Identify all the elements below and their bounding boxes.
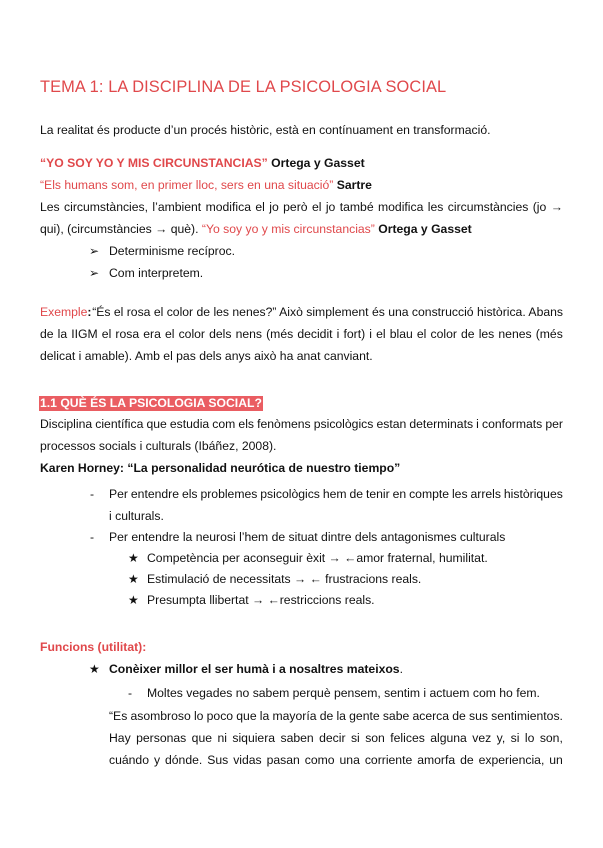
- dash-bullet: -: [90, 487, 95, 501]
- example-line-3: delicat i amable). Amb el pas dels anys això ha anat canviant.: [40, 349, 373, 363]
- funcions-heading: Funcions (utilitat):: [40, 640, 147, 654]
- definition-line-2: processos socials i culturals (Ibáñez, 2008).: [40, 439, 277, 453]
- star-icon: ★: [89, 662, 100, 676]
- star-icon: ★: [128, 551, 139, 565]
- star-icon: ★: [128, 572, 139, 586]
- example-line-2: de la IIGM el rosa era el color dels nens (més decidit i fort) i el blau el color de les nenes (més: [40, 327, 563, 341]
- document-page: TEMA 1: LA DISCIPLINA DE LA PSICOLOGIA SOCIAL La realitat és producte d’un procés històric, està en contínuament en transformació. “YO SOY YO Y MIS CIRCUNSTANCIAS” Ortega y Gasset “Els humans som, en primer lloc, sers en una situació” Sartre Les circumstàncies, l’ambient modifica el jo però el jo també modifica les circumstàncies (jo → qui), (circumstàncies → què). “Yo soy yo y mis circunstancias” Ortega y Gasset ➢ Determinisme recíproc. ➢ Com interpretem. Exemple: “És el rosa el color de les nenes?” Això simplement és una construcció històrica. Abans de la IIGM el rosa era el color dels nens (més decidit i fort) i el blau el color de les nenes (més delicat i amable). Amb el pas dels anys això ha anat canviant. 1.1 QUÈ ÉS LA PSICOLOGIA SOCIAL? Disciplina científica que estudia com els fenòmens psicològics estan determinats i conformats per processos socials i culturals (Ibáñez, 2008). Karen Horney: “La personalidad neurótica de nuestro tiempo” - Per entendre els problemes psicològics hem de tenir en compte les arrels històriques i culturals. - Per entendre la neurosi l’hem de situat dintre dels antagonismes culturals ★ Competència per aconseguir èxit → ←amor fraternal, humilitat. ★ Estimulació de necessitats → ← frustracions reals. ★ Presumpta llibertat → ←restriccions reals. Funcions (utilitat): ★ Conèixer millor el ser humà i a nosaltres mateixos. - Moltes vegades no sabem perquè pensem, sentim i actuem com ho fem. “Es asombroso lo poco que la mayoría de la gente sabe acerca de sus sentimientos. Hay personas que ni siquiera saben decir si son felices alguna vez y, si lo son, cuándo y dónde. Sus vidas pasan como una corriente amorfa de experiencia, un: [40, 78, 563, 767]
- intro-text: La realitat és producte d’un procés històric, està en contínuament en transformació.: [40, 123, 491, 137]
- dash-bullet: -: [90, 530, 95, 544]
- circumstances-line-1: Les circumstàncies, l’ambient modifica el jo però el jo també modifica les circumstàncies (jo →: [40, 200, 563, 214]
- quote-line-2: Hay personas que ni siquiera saben decir si son felices alguna vez y, si lo son,: [109, 731, 563, 745]
- quote-line-3: cuándo y dónde. Sus vidas pasan como una corriente amorfa de experiencia, un: [109, 753, 563, 767]
- example-line-1: Exemple: “És el rosa el color de les nenes?” Això simplement és una construcció històrica. Abans: [40, 305, 563, 319]
- horney-reference: Karen Horney: “La personalidad neurótica de nuestro tiempo”: [40, 461, 401, 475]
- quote-line-1: “Es asombroso lo poco que la mayoría de la gente sabe acerca de sus sentimientos.: [109, 709, 563, 723]
- dash-bullet: -: [128, 686, 133, 700]
- page-title: TEMA 1: LA DISCIPLINA DE LA PSICOLOGIA SOCIAL: [40, 78, 447, 96]
- circumstances-line-2: qui), (circumstàncies → què). “Yo soy yo y mis circunstancias” Ortega y Gasset: [40, 222, 472, 236]
- definition-line-1: Disciplina científica que estudia com els fenòmens psicològics estan determinats i conformats per: [40, 417, 563, 431]
- arrow-bullet-icon: ➢: [89, 266, 100, 280]
- arrow-bullet-icon: ➢: [89, 244, 100, 258]
- section-heading-1-1: 1.1 QUÈ ÉS LA PSICOLOGIA SOCIAL?: [40, 396, 262, 410]
- example-label: Exemple: [40, 305, 88, 319]
- star-icon: ★: [128, 593, 139, 607]
- quote-sartre: “Els humans som, en primer lloc, sers en una situació” Sartre: [40, 178, 372, 192]
- quote-ortega: “YO SOY YO Y MIS CIRCUNSTANCIAS” Ortega y Gasset: [40, 156, 365, 170]
